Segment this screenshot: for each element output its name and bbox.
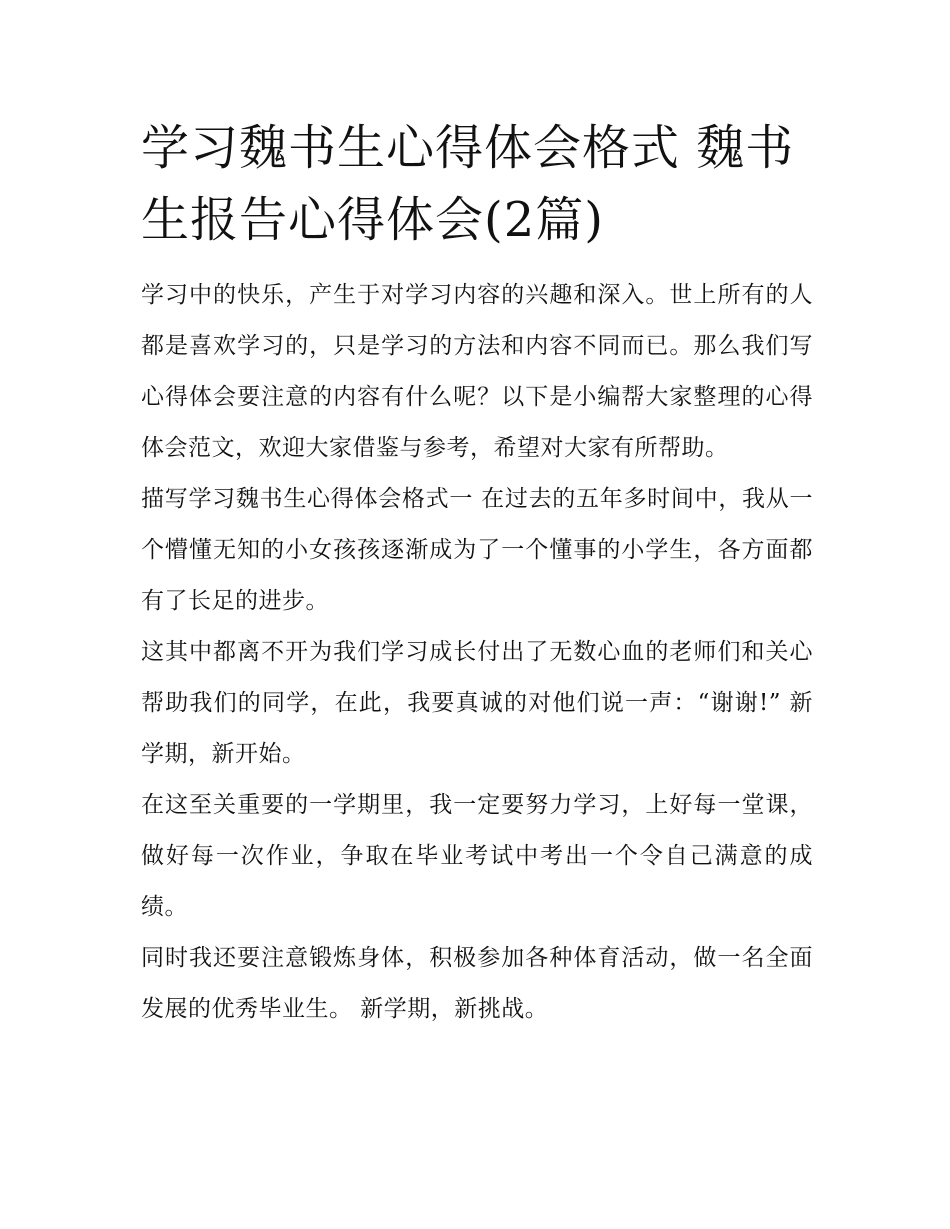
paragraph-4: 同时我还要注意锻炼身体，积极参加各种体育活动，做一名全面发展的优秀毕业生。 新学期，新挑战。 [141, 945, 813, 1022]
paragraph-3: 在这至关重要的一学期里，我一定要努力学习，上好每一堂课，做好每一次作业，争取在毕业考试中考出一个令自己满意的成绩。 [141, 792, 813, 920]
paragraph-intro: 学习中的快乐，产生于对学习内容的兴趣和深入。世上所有的人都是喜欢学习的，只是学习的方法和内容不同而已。那么我们写心得体会要注意的内容有什么呢？以下是小编帮大家整理的心得体会范文，欢迎大家借鉴与参考，希望对大家有所帮助。 [141, 282, 813, 461]
document-body [141, 112, 813, 1035]
document-title: 学习魏书生心得体会格式 魏书生报告心得体会(2篇) [141, 120, 795, 248]
paragraph-2: 这其中都离不开为我们学习成长付出了无数心血的老师们和关心帮助我们的同学，在此，我要真诚的对他们说一声：“谢谢!” 新学期，新开始。 [141, 639, 813, 767]
paragraph-1: 描写学习魏书生心得体会格式一 在过去的五年多时间中，我从一个懵懂无知的小女孩孩逐渐成为了一个懂事的小学生，各方面都有了长足的进步。 [141, 486, 813, 614]
